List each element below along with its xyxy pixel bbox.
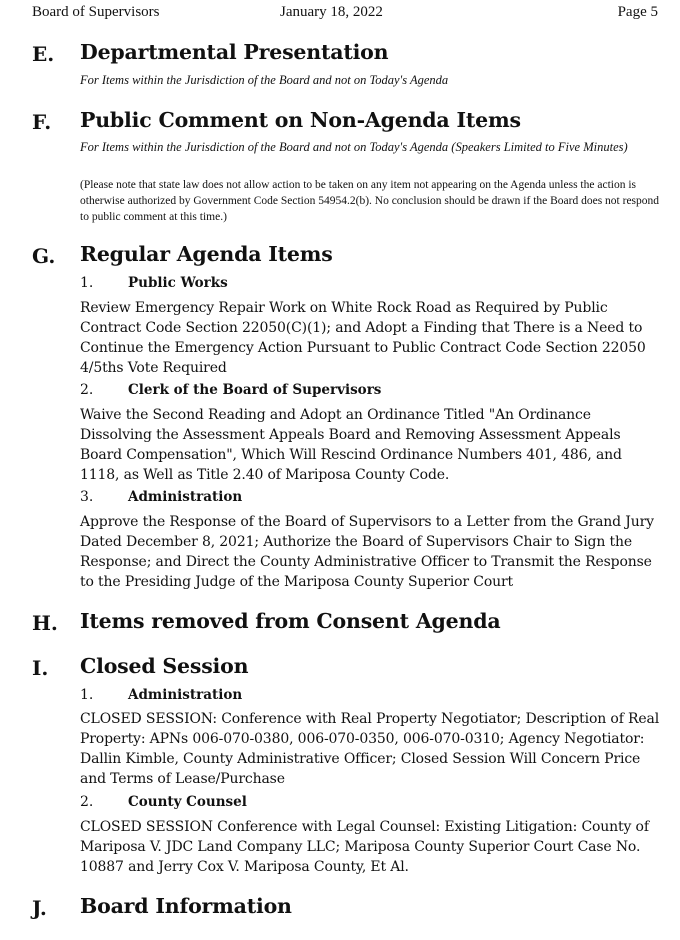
section-title: Board Information bbox=[80, 894, 292, 918]
agenda-item-title: Public Works bbox=[128, 275, 228, 291]
agenda-item-title: Administration bbox=[128, 687, 243, 703]
agenda-item-title: County Counsel bbox=[128, 794, 247, 810]
agenda-item-description: CLOSED SESSION: Conference with Real Property Negotiator; Description of Real Property: APNs 006-070-0380, 006-070-0350, 006-070-0310; Agency Negotiator: Dallin Kimble, County Administrative Officer; Closed Session Will Concern Price and Terms of Lease/Purchase bbox=[80, 711, 660, 787]
agenda-item-number: 1. bbox=[80, 275, 94, 291]
section-title: Public Comment on Non-Agenda Items bbox=[80, 108, 521, 132]
section-letter: F. bbox=[32, 110, 52, 134]
agenda-item-description: Approve the Response of the Board of Supervisors to a Letter from the Grand Jury Dated December 8, 2021; Authorize the Board of Supervisors Chair to Sign the Response; and Direct the County Administrative Officer to Transmit the Response to the Presiding Judge of the Mariposa County Superior Court bbox=[80, 514, 654, 590]
section-letter: J. bbox=[32, 896, 47, 920]
section-letter: G. bbox=[32, 244, 56, 268]
agenda-item-description: Waive the Second Reading and Adopt an Ordinance Titled "An Ordinance Dissolving the Assessment Appeals Board and Removing Assessment Appeals Board Compensation", Which Will Rescind Ordinance Numbers 401, 486, and 1118, as Well as Title 2.40 of Mariposa County Code. bbox=[80, 407, 622, 483]
section-letter: I. bbox=[32, 656, 49, 680]
header-date: January 18, 2022 bbox=[280, 4, 383, 20]
section-title: Departmental Presentation bbox=[80, 40, 389, 64]
section-title: Items removed from Consent Agenda bbox=[80, 609, 501, 633]
section-note: For Items within the Jurisdiction of the Board and not on Today's Agenda (Speakers Limited to Five Minutes) bbox=[80, 140, 628, 154]
agenda-item-number: 2. bbox=[80, 382, 94, 398]
agenda-item-number: 1. bbox=[80, 687, 94, 703]
header-body-name: Board of Supervisors bbox=[32, 4, 160, 20]
section-letter: E. bbox=[32, 42, 55, 66]
header-page-number: Page 5 bbox=[617, 4, 658, 20]
agenda-item-description: CLOSED SESSION Conference with Legal Counsel: Existing Litigation: County of Mariposa V. JDC Land Company LLC; Mariposa County Superior Court Case No. 10887 and Jerry Cox V. Mariposa County, Et Al. bbox=[80, 819, 649, 875]
section-legal-note: (Please note that state law does not allow action to be taken on any item not appearing on the Agenda unless the action is otherwise authorized by Government Code Section 54954.2(b). No conclusion should be drawn if the Board does not respond to public comment at this time.) bbox=[80, 179, 660, 223]
section-note: For Items within the Jurisdiction of the Board and not on Today's Agenda bbox=[80, 73, 449, 87]
agenda-item-number: 3. bbox=[80, 489, 94, 505]
section-letter: H. bbox=[32, 611, 58, 635]
agenda-item-title: Administration bbox=[128, 489, 243, 505]
agenda-item-description: Review Emergency Repair Work on White Rock Road as Required by Public Contract Code Section 22050(C)(1); and Adopt a Finding that There is a Need to Continue the Emergency Action Pursuant to Public Contract Code Section 22050 4/5ths Vote Required bbox=[80, 300, 646, 376]
agenda-item-number: 2. bbox=[80, 794, 94, 810]
section-title: Closed Session bbox=[80, 654, 249, 678]
section-title: Regular Agenda Items bbox=[80, 242, 333, 266]
agenda-item-title: Clerk of the Board of Supervisors bbox=[128, 382, 382, 398]
page-header bbox=[32, 4, 658, 24]
